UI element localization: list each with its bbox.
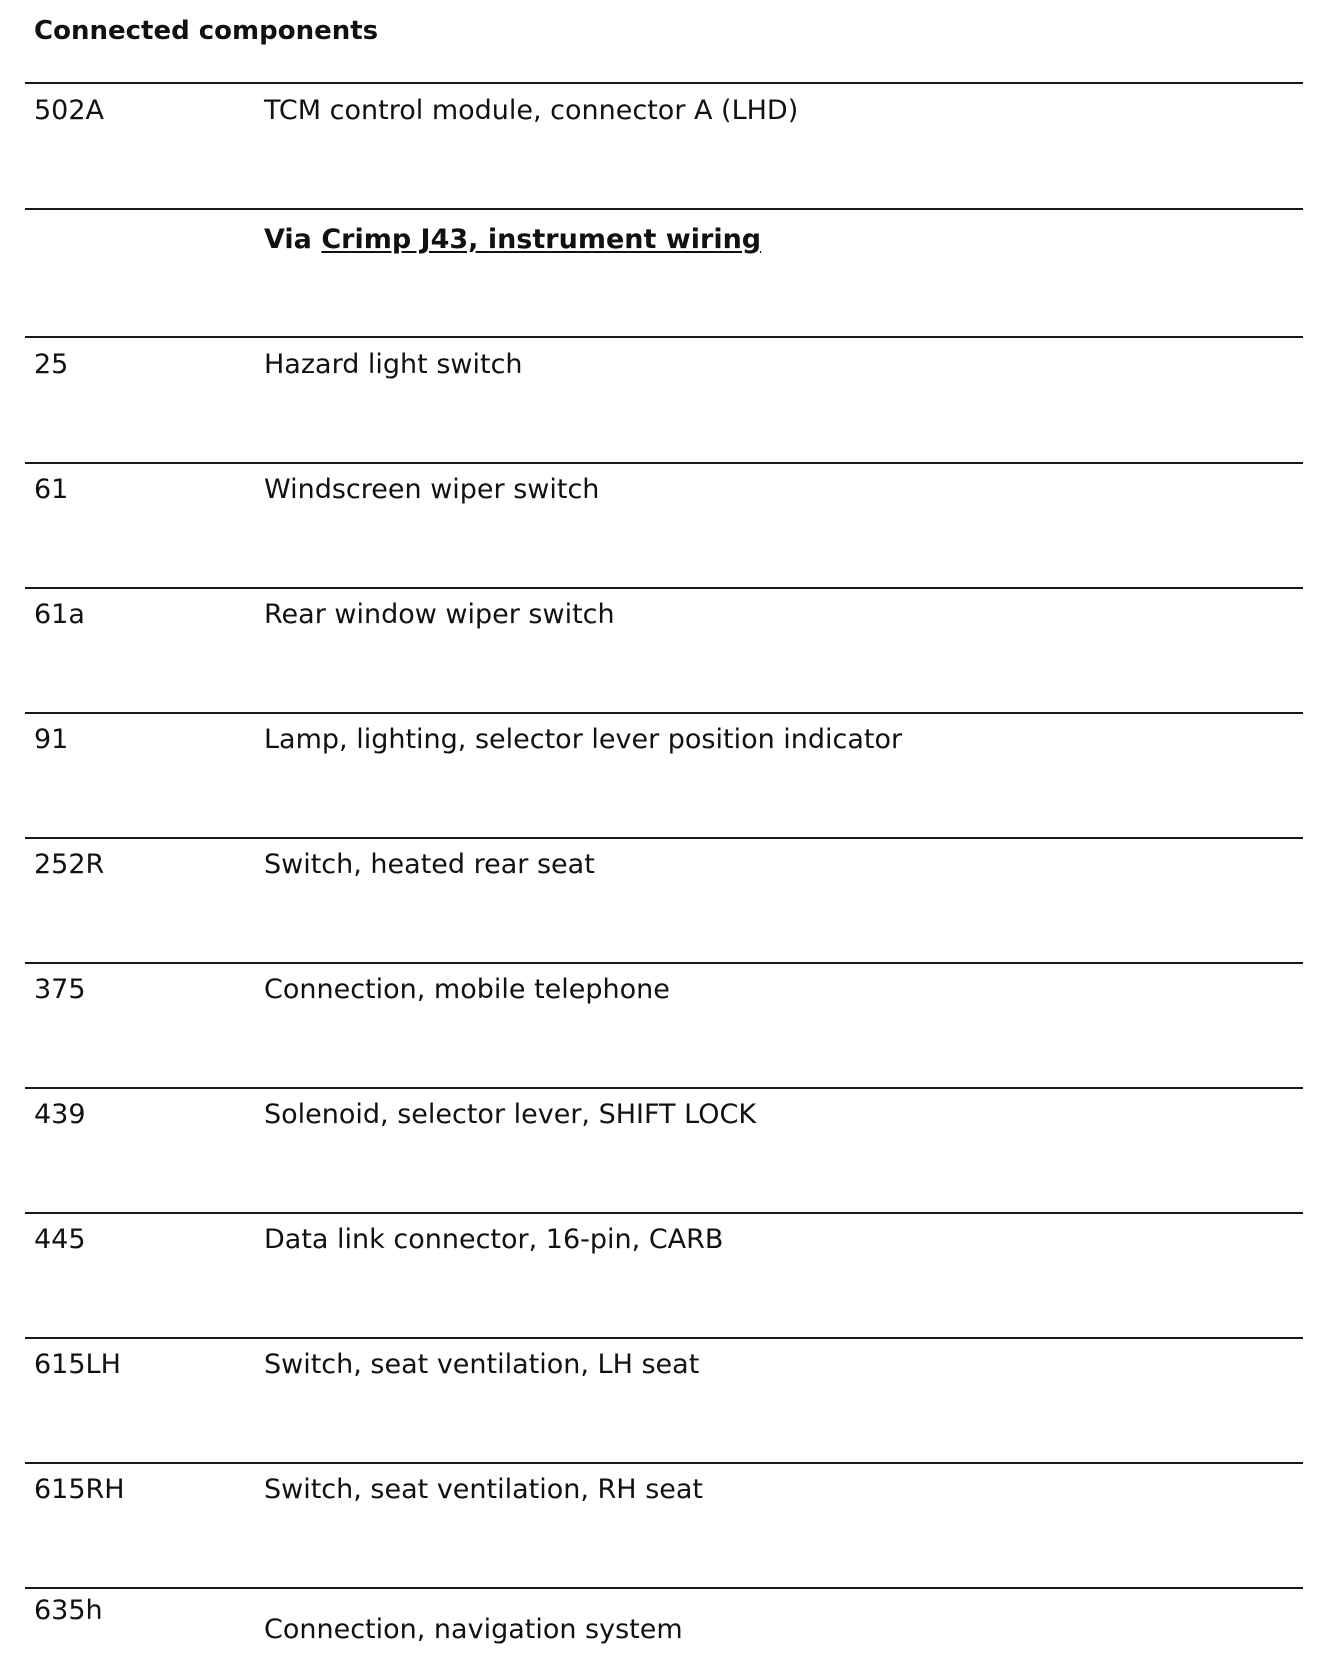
row-divider [25,336,1303,338]
component-code: 61a [34,599,85,630]
row-divider [25,837,1303,839]
component-code: 615RH [34,1474,125,1505]
page-title: Connected components [34,16,379,46]
row-divider [25,208,1303,210]
component-description: Solenoid, selector lever, SHIFT LOCK [264,1099,757,1130]
row-divider [25,587,1303,589]
row-divider [25,1212,1303,1214]
component-code: 61 [34,474,69,505]
component-code: 445 [34,1224,86,1255]
component-code: 439 [34,1099,86,1130]
row-divider [25,462,1303,464]
component-description: Windscreen wiper switch [264,474,600,505]
component-description: Switch, heated rear seat [264,849,595,880]
row-divider [25,82,1303,84]
component-code: 375 [34,974,86,1005]
component-description: Connection, navigation system [264,1614,683,1645]
component-code: 91 [34,724,69,755]
component-description: Switch, seat ventilation, LH seat [264,1349,700,1380]
via-line [264,222,761,258]
component-code: 635h [34,1595,103,1626]
crimp-j43-link[interactable]: Crimp J43, instrument wiring [321,224,762,255]
via-prefix: Via [264,224,312,255]
component-description: Hazard light switch [264,349,523,380]
component-code: 615LH [34,1349,121,1380]
row-divider [25,1587,1303,1589]
row-divider [25,962,1303,964]
row-divider [25,1087,1303,1089]
component-description: Lamp, lighting, selector lever position indicator [264,724,903,755]
component-description: Rear window wiper switch [264,599,615,630]
component-description: Connection, mobile telephone [264,974,670,1005]
component-description: TCM control module, connector A (LHD) [264,95,799,126]
component-code: 252R [34,849,105,880]
row-divider [25,1462,1303,1464]
row-divider [25,1337,1303,1339]
row-divider [25,712,1303,714]
component-description: Switch, seat ventilation, RH seat [264,1474,704,1505]
component-description: Data link connector, 16-pin, CARB [264,1224,724,1255]
component-code: 25 [34,349,69,380]
component-code: 502A [34,95,105,126]
